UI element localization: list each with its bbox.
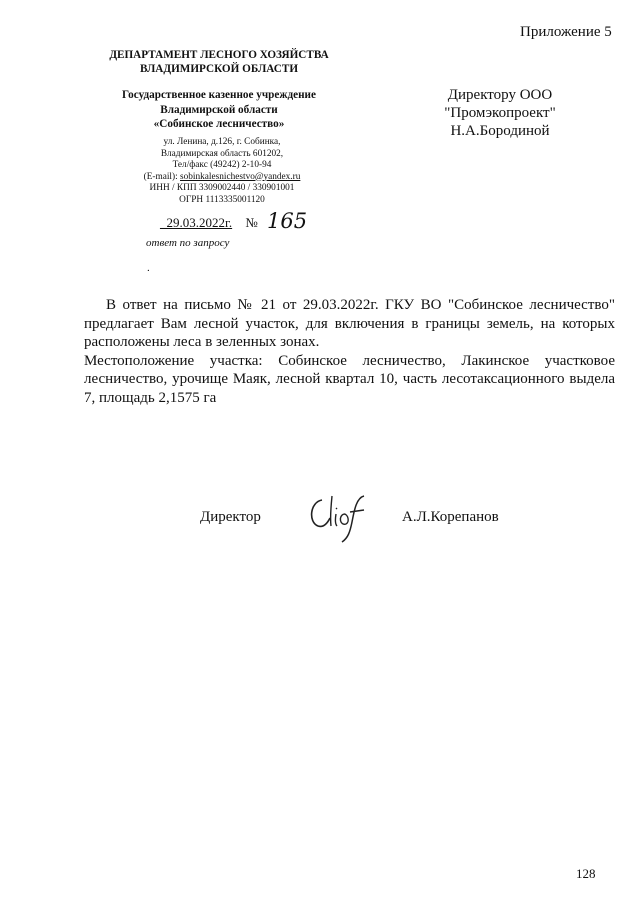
signatory-title: Директор: [200, 509, 261, 525]
appendix-label: Приложение 5: [520, 24, 612, 40]
department-name: ДЕПАРТАМЕНТ ЛЕСНОГО ХОЗЯЙСТВА ВЛАДИМИРСКОЙ ОБЛАСТИ: [109, 49, 329, 75]
letter-date-number: [160, 208, 307, 232]
page-number: 128: [576, 866, 596, 881]
address-line: Владимирская область 601202,: [160, 148, 284, 159]
phone-line: Тел/факс (49242) 2-10-94: [172, 160, 272, 170]
letter-number: 165: [267, 209, 308, 233]
body-paragraph-2: Местоположение участка: Собинское лесничество, Лакинское участковое лесничество, урочище Маяк, лесной квартал 10, часть лесотаксационного выдела 7, площадь 2,1575 га: [84, 352, 615, 406]
email-link[interactable]: sobinkalesnichestvo@yandex.ru: [180, 171, 301, 182]
recipient-block: [440, 86, 560, 140]
signatory-name: А.Л.Корепанов: [402, 509, 499, 525]
recipient-company: "Промэкопроект": [444, 105, 556, 121]
recipient-name: Н.А.Бородиной: [450, 123, 550, 139]
sender-contacts: [118, 137, 326, 206]
email-line: (E-mail): sobinkalesnichestvo@yandex.ru: [143, 171, 301, 182]
tick-mark: .: [147, 262, 150, 274]
reply-note: ответ по запросу: [146, 237, 230, 249]
sender-header: [94, 48, 344, 132]
letter-body: [84, 296, 615, 407]
letter-date: _29.03.2022г.: [160, 215, 233, 230]
address-line: ул. Ленина, д.126, г. Собинка,: [163, 137, 281, 147]
body-paragraph-1: В ответ на письмо № 21 от 29.03.2022г. ГКУ ВО "Собинское лесничество" предлагает Вам лесной участок, для включения в границы земель, на которых расположены леса в зеленных зонах.: [84, 297, 615, 350]
number-sign: №: [245, 215, 258, 230]
handwritten-signature: [304, 492, 370, 544]
institution-name: Государственное казенное учреждение Владимирской области «Собинское лесничество»: [122, 89, 316, 130]
ogrn-line: ОГРН 1113335001120: [179, 194, 265, 205]
recipient-position: Директору ООО: [447, 87, 553, 103]
inn-kpp-line: ИНН / КПП 3309002440 / 330901001: [149, 183, 295, 193]
